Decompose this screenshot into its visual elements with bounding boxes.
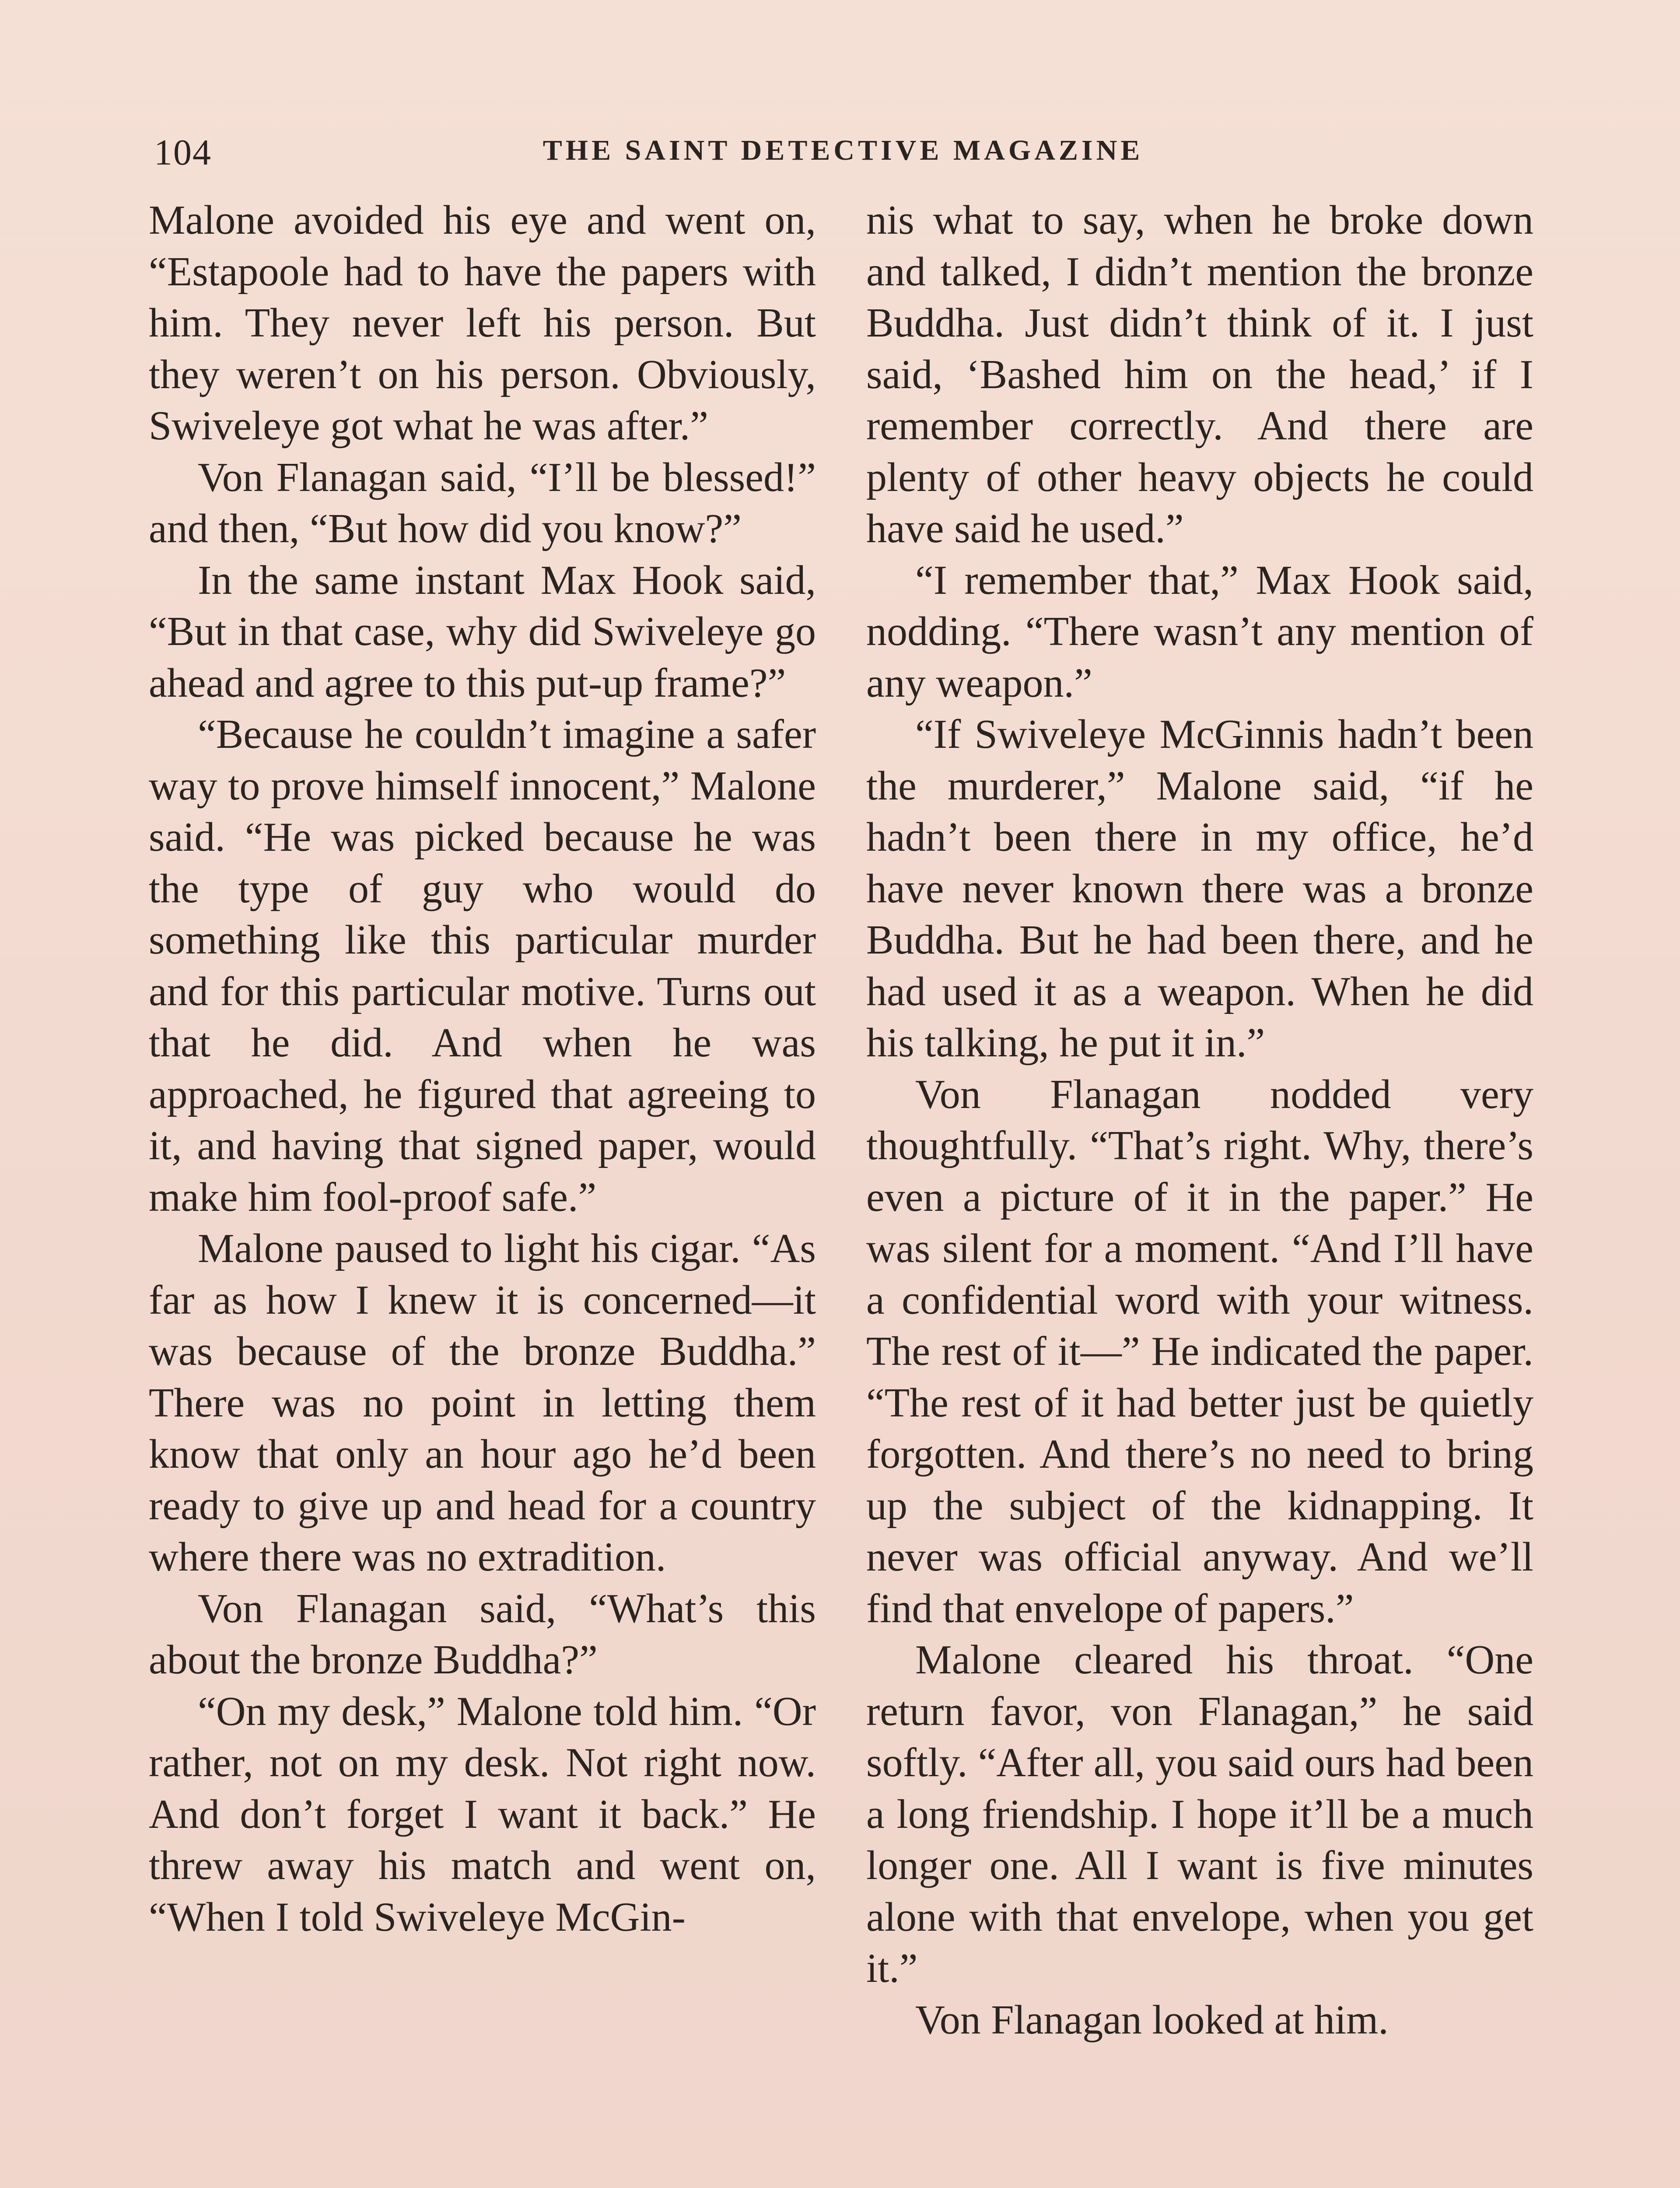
paragraph: Malone cleared his throat. “One return favor, von Flanagan,” he said softly. “After all, you said ours had been a long friendship. I hope it’ll be a much longer one. All I want is five minutes alone with that envelope, when you get it.” <box>866 1637 1533 1991</box>
paragraph: Von Flanagan said, “What’s this about the bronze Buddha?” <box>149 1585 816 1683</box>
paragraph: Von Flanagan looked at him. <box>915 1997 1389 2043</box>
paragraph: “If Swiveleye McGinnis hadn’t been the murderer,” Malone said, “if he hadn’t been there in my office, he’d have never known there was a bronze Buddha. But he had been there, and he had used it as a weapon. When he did his talking, he put it in.” <box>866 712 1533 1066</box>
running-head: THE SAINT DETECTIVE MAGAZINE <box>542 134 1144 166</box>
page-number: 104 <box>154 132 212 173</box>
paragraph: In the same instant Max Hook said, “But in that case, why did Swiveleye go ahead and agree to this put-up frame?” <box>149 557 816 706</box>
paragraph: Malone avoided his eye and went on, “Estapoole had to have the papers with him. They never left his person. But they weren’t on his person. Obviously, Swiveleye got what he was after.” <box>149 197 816 449</box>
paragraph: Malone paused to light his cigar. “As far as how I knew it is concerned—it was because of the bronze Buddha.” There was no point in letting them know that only an hour ago he’d been ready to give up and head for a country where there was no extradition. <box>149 1226 816 1580</box>
page-header <box>154 131 1532 175</box>
paragraph: “I remember that,” Max Hook said, nodding. “There wasn’t any mention of any weapon.” <box>866 557 1533 706</box>
left-column <box>149 195 816 1943</box>
paragraph: “On my desk,” Malone told him. “Or rather, not on my desk. Not right now. And don’t forget I want it back.” He threw away his match and went on, “When I told Swiveleye McGin- <box>149 1688 816 1940</box>
paragraph: “Because he couldn’t imagine a safer way to prove himself innocent,” Malone said. “He was picked because he was the type of guy who would do something like this particular murder and for this particular motive. Turns out that he did. And when he was approached, he figured that agreeing to it, and having that signed paper, would make him fool-proof safe.” <box>149 712 816 1220</box>
paragraph: Von Flanagan nodded very thoughtfully. “That’s right. Why, there’s even a picture of it in the paper.” He was silent for a moment. “And I’ll have a confidential word with your witness. The rest of it—” He indicated the paper. “The rest of it had better just be quietly forgotten. And there’s no need to bring up the subject of the kidnapping. It never was official anyway. And we’ll find that envelope of papers.” <box>866 1071 1533 1631</box>
paragraph: nis what to say, when he broke down and talked, I didn’t mention the bronze Buddha. Just didn’t think of it. I just said, ‘Bashed him on the head,’ if I remember correctly. And there are plenty of other heavy objects he could have said he used.” <box>866 197 1533 551</box>
paragraph: Von Flanagan said, “I’ll be blessed!” and then, “But how did you know?” <box>149 454 816 551</box>
right-column <box>866 195 1533 2046</box>
